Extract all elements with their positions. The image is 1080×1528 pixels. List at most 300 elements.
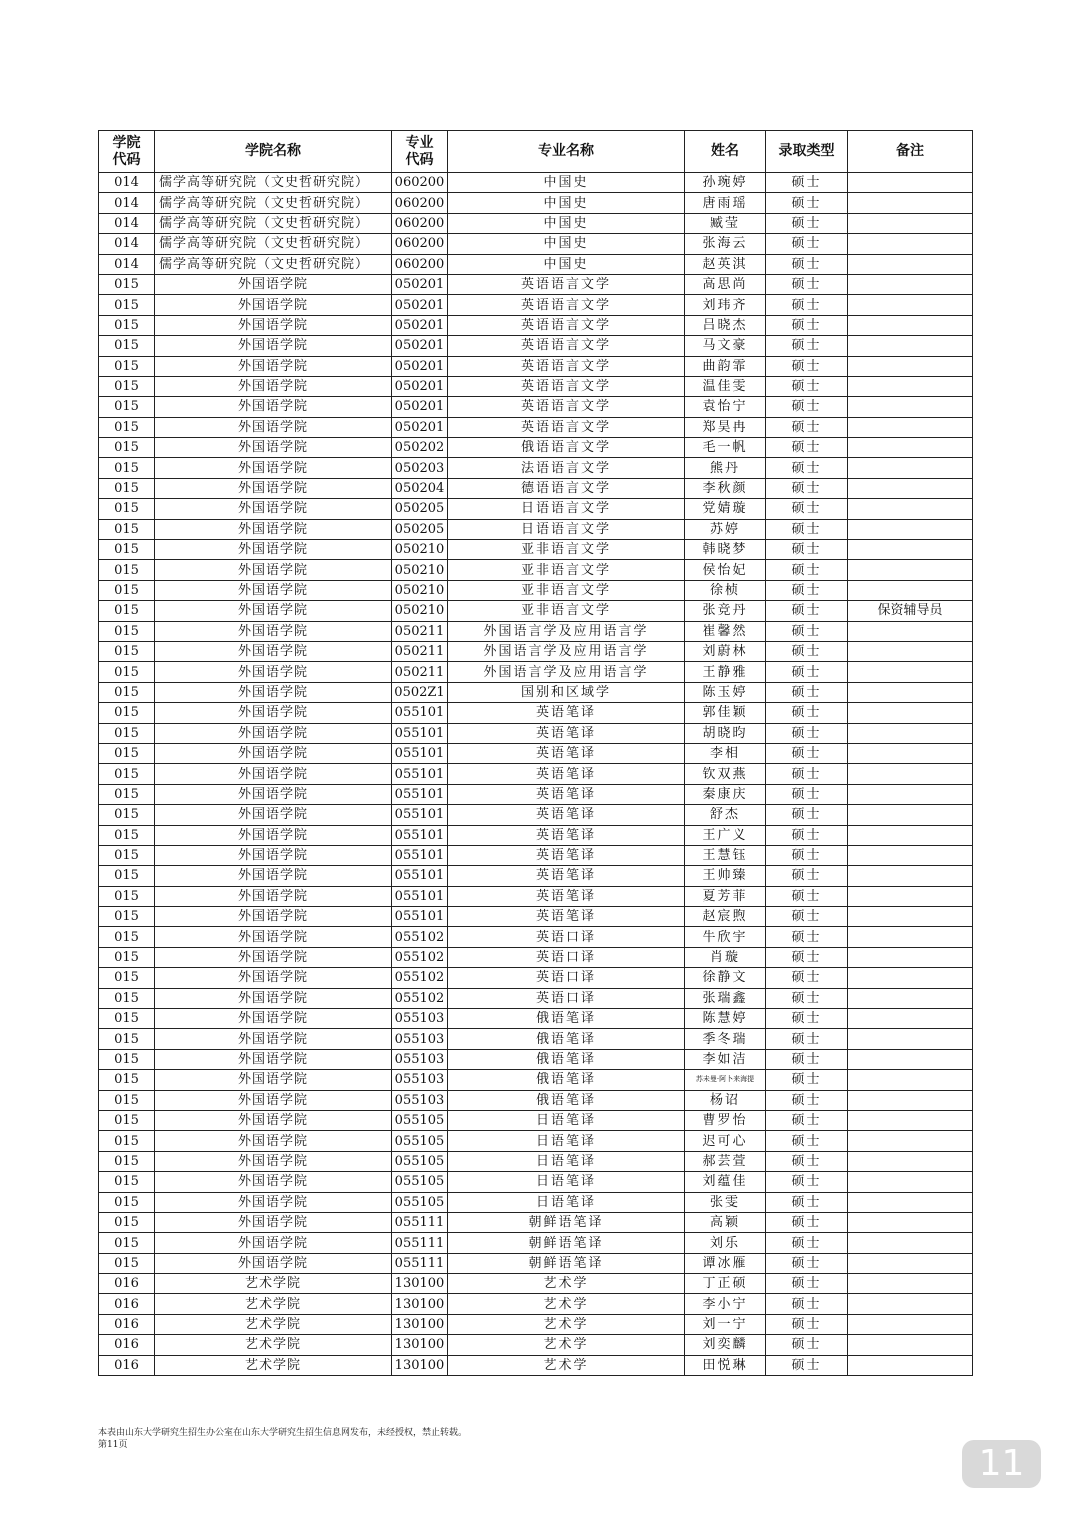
cell-major-code: 060200	[392, 193, 448, 213]
cell-note	[848, 764, 973, 784]
cell-note	[848, 1253, 973, 1273]
cell-student-name: 陈慧婷	[685, 1009, 766, 1029]
cell-major-name: 英语语言文学	[448, 417, 685, 437]
cell-school-code: 015	[99, 478, 155, 498]
table-row	[99, 478, 973, 498]
footer	[98, 1427, 467, 1451]
table-row	[99, 1029, 973, 1049]
cell-admission-type: 硕士	[766, 193, 848, 213]
cell-major-code: 055101	[392, 825, 448, 845]
cell-admission-type: 硕士	[766, 417, 848, 437]
cell-school-name: 外国语学院	[155, 662, 392, 682]
cell-major-name: 亚非语言文学	[448, 540, 685, 560]
cell-major-name: 艺术学	[448, 1314, 685, 1334]
cell-admission-type: 硕士	[766, 907, 848, 927]
cell-major-code: 0502Z1	[392, 682, 448, 702]
cell-major-name: 俄语笔译	[448, 1009, 685, 1029]
cell-school-name: 外国语学院	[155, 1049, 392, 1069]
cell-note	[848, 1274, 973, 1294]
cell-note	[848, 580, 973, 600]
cell-admission-type: 硕士	[766, 1110, 848, 1130]
cell-major-code: 050201	[392, 356, 448, 376]
cell-major-name: 俄语笔译	[448, 1049, 685, 1069]
cell-school-code: 014	[99, 193, 155, 213]
cell-school-code: 015	[99, 1070, 155, 1090]
cell-school-name: 外国语学院	[155, 1090, 392, 1110]
cell-major-code: 050201	[392, 376, 448, 396]
cell-school-code: 015	[99, 866, 155, 886]
cell-major-name: 俄语笔译	[448, 1090, 685, 1110]
cell-admission-type: 硕士	[766, 1314, 848, 1334]
cell-school-name: 艺术学院	[155, 1314, 392, 1334]
cell-major-code: 050205	[392, 499, 448, 519]
table-row	[99, 397, 973, 417]
cell-admission-type: 硕士	[766, 968, 848, 988]
cell-admission-type: 硕士	[766, 621, 848, 641]
cell-school-code: 014	[99, 173, 155, 193]
cell-note	[848, 1314, 973, 1334]
cell-major-code: 055102	[392, 968, 448, 988]
cell-major-code: 055103	[392, 1029, 448, 1049]
header-major-code-line1: 专业	[405, 134, 434, 151]
cell-school-code: 015	[99, 1233, 155, 1253]
cell-admission-type: 硕士	[766, 458, 848, 478]
cell-admission-type: 硕士	[766, 1090, 848, 1110]
cell-major-code: 060200	[392, 213, 448, 233]
cell-school-code: 015	[99, 540, 155, 560]
cell-school-name: 外国语学院	[155, 682, 392, 702]
cell-student-name: 高思尚	[685, 274, 766, 294]
cell-school-code: 015	[99, 1110, 155, 1130]
cell-note	[848, 438, 973, 458]
cell-school-code: 015	[99, 1131, 155, 1151]
cell-note	[848, 947, 973, 967]
table-row	[99, 1294, 973, 1314]
cell-school-name: 外国语学院	[155, 274, 392, 294]
cell-major-name: 中国史	[448, 254, 685, 274]
cell-major-code: 055101	[392, 703, 448, 723]
cell-school-code: 015	[99, 458, 155, 478]
cell-school-code: 015	[99, 682, 155, 702]
cell-note	[848, 295, 973, 315]
table-row	[99, 968, 973, 988]
cell-admission-type: 硕士	[766, 1029, 848, 1049]
cell-note	[848, 560, 973, 580]
cell-school-name: 外国语学院	[155, 907, 392, 927]
cell-school-name: 儒学高等研究院（文史哲研究院）	[155, 234, 392, 254]
cell-note	[848, 1212, 973, 1232]
cell-school-name: 外国语学院	[155, 376, 392, 396]
cell-note	[848, 1009, 973, 1029]
cell-admission-type: 硕士	[766, 845, 848, 865]
cell-major-code: 055105	[392, 1192, 448, 1212]
table-row	[99, 560, 973, 580]
table-row	[99, 458, 973, 478]
cell-student-name: 舒杰	[685, 805, 766, 825]
cell-note	[848, 886, 973, 906]
cell-admission-type: 硕士	[766, 1355, 848, 1375]
cell-school-code: 015	[99, 601, 155, 621]
cell-major-code: 130100	[392, 1355, 448, 1375]
cell-major-name: 亚非语言文学	[448, 601, 685, 621]
cell-major-code: 060200	[392, 234, 448, 254]
cell-school-name: 外国语学院	[155, 723, 392, 743]
cell-school-name: 外国语学院	[155, 458, 392, 478]
cell-school-code: 015	[99, 968, 155, 988]
table-row	[99, 1192, 973, 1212]
cell-major-name: 朝鲜语笔译	[448, 1233, 685, 1253]
cell-admission-type: 硕士	[766, 682, 848, 702]
cell-school-code: 015	[99, 397, 155, 417]
cell-school-name: 外国语学院	[155, 845, 392, 865]
header-name: 姓名	[685, 131, 766, 173]
header-major-code-line2: 代码	[405, 151, 434, 168]
admission-table	[98, 130, 973, 1376]
cell-school-code: 015	[99, 376, 155, 396]
cell-major-code: 050210	[392, 601, 448, 621]
cell-major-code: 055103	[392, 1049, 448, 1069]
cell-note	[848, 907, 973, 927]
cell-major-code: 055101	[392, 743, 448, 763]
cell-school-name: 外国语学院	[155, 295, 392, 315]
cell-student-name: 赵英淇	[685, 254, 766, 274]
cell-major-code: 055101	[392, 907, 448, 927]
cell-note	[848, 682, 973, 702]
cell-major-name: 日语语言文学	[448, 519, 685, 539]
cell-admission-type: 硕士	[766, 927, 848, 947]
cell-major-name: 英语笔译	[448, 886, 685, 906]
cell-school-code: 016	[99, 1355, 155, 1375]
cell-student-name: 郭佳颖	[685, 703, 766, 723]
cell-major-name: 德语语言文学	[448, 478, 685, 498]
cell-major-name: 日语笔译	[448, 1172, 685, 1192]
cell-major-name: 日语笔译	[448, 1110, 685, 1130]
cell-student-name: 李秋颜	[685, 478, 766, 498]
cell-school-name: 外国语学院	[155, 927, 392, 947]
cell-major-name: 英语笔译	[448, 845, 685, 865]
cell-admission-type: 硕士	[766, 743, 848, 763]
cell-school-name: 儒学高等研究院（文史哲研究院）	[155, 254, 392, 274]
cell-major-name: 中国史	[448, 173, 685, 193]
cell-note	[848, 315, 973, 335]
cell-school-name: 儒学高等研究院（文史哲研究院）	[155, 213, 392, 233]
cell-school-name: 外国语学院	[155, 621, 392, 641]
cell-note	[848, 458, 973, 478]
cell-school-name: 外国语学院	[155, 417, 392, 437]
table-row	[99, 438, 973, 458]
cell-major-code: 055103	[392, 1090, 448, 1110]
cell-school-name: 外国语学院	[155, 499, 392, 519]
table-row	[99, 886, 973, 906]
cell-major-name: 英语语言文学	[448, 315, 685, 335]
cell-admission-type: 硕士	[766, 560, 848, 580]
cell-major-name: 英语笔译	[448, 825, 685, 845]
cell-admission-type: 硕士	[766, 988, 848, 1008]
cell-admission-type: 硕士	[766, 1049, 848, 1069]
cell-student-name: 马文豪	[685, 336, 766, 356]
cell-major-name: 亚非语言文学	[448, 560, 685, 580]
cell-school-code: 015	[99, 1172, 155, 1192]
cell-note	[848, 499, 973, 519]
table-row	[99, 173, 973, 193]
cell-admission-type: 硕士	[766, 723, 848, 743]
cell-major-code: 050210	[392, 580, 448, 600]
cell-student-name: 陈玉婷	[685, 682, 766, 702]
cell-student-name: 郝芸萱	[685, 1151, 766, 1171]
cell-school-code: 016	[99, 1294, 155, 1314]
cell-school-name: 外国语学院	[155, 397, 392, 417]
cell-school-name: 外国语学院	[155, 1110, 392, 1130]
cell-major-code: 055101	[392, 723, 448, 743]
cell-student-name: 唐雨瑶	[685, 193, 766, 213]
cell-admission-type: 硕士	[766, 805, 848, 825]
table-row	[99, 234, 973, 254]
cell-major-name: 日语语言文学	[448, 499, 685, 519]
cell-student-name: 王帅臻	[685, 866, 766, 886]
table-row	[99, 295, 973, 315]
cell-student-name: 崔馨然	[685, 621, 766, 641]
cell-major-name: 外国语言学及应用语言学	[448, 641, 685, 661]
cell-major-code: 055103	[392, 1070, 448, 1090]
cell-note	[848, 1131, 973, 1151]
table-row	[99, 641, 973, 661]
table-row	[99, 988, 973, 1008]
table-row	[99, 193, 973, 213]
cell-major-code: 055101	[392, 866, 448, 886]
cell-admission-type: 硕士	[766, 499, 848, 519]
cell-student-name: 王慧钰	[685, 845, 766, 865]
cell-school-name: 外国语学院	[155, 805, 392, 825]
cell-admission-type: 硕士	[766, 397, 848, 417]
cell-school-code: 015	[99, 641, 155, 661]
cell-admission-type: 硕士	[766, 1131, 848, 1151]
cell-school-code: 015	[99, 499, 155, 519]
cell-school-code: 015	[99, 845, 155, 865]
cell-student-name: 高颖	[685, 1212, 766, 1232]
cell-note: 保资辅导员	[848, 601, 973, 621]
cell-student-name: 徐静文	[685, 968, 766, 988]
cell-admission-type: 硕士	[766, 519, 848, 539]
cell-student-name: 刘玮齐	[685, 295, 766, 315]
cell-major-name: 中国史	[448, 234, 685, 254]
cell-student-name: 丁正硕	[685, 1274, 766, 1294]
cell-major-code: 050211	[392, 641, 448, 661]
cell-school-name: 外国语学院	[155, 1009, 392, 1029]
cell-student-name: 张雯	[685, 1192, 766, 1212]
cell-school-code: 015	[99, 805, 155, 825]
table-row	[99, 845, 973, 865]
cell-note	[848, 743, 973, 763]
cell-admission-type: 硕士	[766, 764, 848, 784]
cell-note	[848, 356, 973, 376]
cell-major-name: 英语口译	[448, 927, 685, 947]
table-row	[99, 621, 973, 641]
table-row	[99, 580, 973, 600]
cell-school-code: 016	[99, 1314, 155, 1334]
table-row	[99, 723, 973, 743]
cell-major-code: 050201	[392, 336, 448, 356]
cell-admission-type: 硕士	[766, 295, 848, 315]
cell-note	[848, 968, 973, 988]
cell-note	[848, 417, 973, 437]
header-school-name: 学院名称	[155, 131, 392, 173]
cell-school-name: 外国语学院	[155, 703, 392, 723]
cell-school-name: 外国语学院	[155, 968, 392, 988]
cell-student-name: 杨诏	[685, 1090, 766, 1110]
cell-school-name: 外国语学院	[155, 438, 392, 458]
cell-school-code: 015	[99, 438, 155, 458]
cell-student-name: 赵宸煦	[685, 907, 766, 927]
cell-student-name: 刘奕麟	[685, 1335, 766, 1355]
table-row	[99, 1049, 973, 1069]
cell-major-name: 艺术学	[448, 1294, 685, 1314]
table-header-row	[99, 131, 973, 173]
cell-school-code: 014	[99, 254, 155, 274]
cell-note	[848, 1335, 973, 1355]
cell-major-code: 050205	[392, 519, 448, 539]
cell-major-name: 英语语言文学	[448, 376, 685, 396]
cell-school-code: 015	[99, 295, 155, 315]
cell-school-name: 外国语学院	[155, 947, 392, 967]
cell-student-name: 苏婷	[685, 519, 766, 539]
table-row	[99, 927, 973, 947]
cell-school-code: 015	[99, 621, 155, 641]
cell-note	[848, 1151, 973, 1171]
cell-note	[848, 1110, 973, 1130]
cell-school-code: 015	[99, 1151, 155, 1171]
cell-admission-type: 硕士	[766, 1335, 848, 1355]
cell-school-name: 外国语学院	[155, 560, 392, 580]
cell-school-name: 外国语学院	[155, 1131, 392, 1151]
table-row	[99, 805, 973, 825]
cell-major-name: 国别和区域学	[448, 682, 685, 702]
cell-major-name: 英语语言文学	[448, 356, 685, 376]
table-row	[99, 1274, 973, 1294]
cell-major-code: 055103	[392, 1009, 448, 1029]
cell-admission-type: 硕士	[766, 1009, 848, 1029]
cell-major-code: 055105	[392, 1172, 448, 1192]
cell-major-code: 050201	[392, 295, 448, 315]
cell-major-code: 130100	[392, 1294, 448, 1314]
table-row	[99, 315, 973, 335]
cell-admission-type: 硕士	[766, 438, 848, 458]
cell-major-name: 俄语语言文学	[448, 438, 685, 458]
table-row	[99, 682, 973, 702]
cell-student-name: 王静雅	[685, 662, 766, 682]
table-row	[99, 662, 973, 682]
cell-note	[848, 866, 973, 886]
cell-school-name: 外国语学院	[155, 1192, 392, 1212]
cell-school-name: 外国语学院	[155, 886, 392, 906]
table-row	[99, 1090, 973, 1110]
cell-note	[848, 784, 973, 804]
cell-student-name: 毛一帆	[685, 438, 766, 458]
table-body	[99, 173, 973, 1376]
table-row	[99, 743, 973, 763]
cell-school-code: 015	[99, 356, 155, 376]
cell-admission-type: 硕士	[766, 1151, 848, 1171]
cell-note	[848, 540, 973, 560]
cell-school-code: 015	[99, 274, 155, 294]
table-row	[99, 907, 973, 927]
cell-note	[848, 1294, 973, 1314]
cell-major-name: 英语语言文学	[448, 397, 685, 417]
cell-major-name: 英语笔译	[448, 764, 685, 784]
cell-major-name: 英语口译	[448, 968, 685, 988]
cell-major-code: 130100	[392, 1274, 448, 1294]
cell-school-code: 015	[99, 723, 155, 743]
cell-student-name: 刘一宁	[685, 1314, 766, 1334]
cell-admission-type: 硕士	[766, 213, 848, 233]
cell-note	[848, 1192, 973, 1212]
cell-major-code: 055101	[392, 784, 448, 804]
cell-admission-type: 硕士	[766, 784, 848, 804]
cell-school-name: 外国语学院	[155, 1253, 392, 1273]
cell-major-code: 055105	[392, 1131, 448, 1151]
cell-school-name: 外国语学院	[155, 1233, 392, 1253]
cell-admission-type: 硕士	[766, 376, 848, 396]
cell-note	[848, 376, 973, 396]
cell-admission-type: 硕士	[766, 356, 848, 376]
cell-student-name: 孙琬婷	[685, 173, 766, 193]
table-row	[99, 866, 973, 886]
header-major-name: 专业名称	[448, 131, 685, 173]
cell-major-code: 050210	[392, 560, 448, 580]
table-row	[99, 356, 973, 376]
cell-school-name: 外国语学院	[155, 336, 392, 356]
cell-school-name: 外国语学院	[155, 825, 392, 845]
cell-school-code: 015	[99, 907, 155, 927]
cell-admission-type: 硕士	[766, 1233, 848, 1253]
cell-school-name: 外国语学院	[155, 1212, 392, 1232]
header-school-code	[99, 131, 155, 173]
cell-admission-type: 硕士	[766, 540, 848, 560]
cell-school-name: 外国语学院	[155, 764, 392, 784]
cell-school-code: 015	[99, 336, 155, 356]
table-row	[99, 499, 973, 519]
cell-school-code: 015	[99, 784, 155, 804]
cell-school-code: 015	[99, 1009, 155, 1029]
cell-student-name: 谭冰雁	[685, 1253, 766, 1273]
cell-note	[848, 397, 973, 417]
cell-school-name: 外国语学院	[155, 988, 392, 1008]
cell-school-code: 015	[99, 947, 155, 967]
table-row	[99, 947, 973, 967]
table-row	[99, 764, 973, 784]
cell-student-name: 苏未曼·阿卜来海提	[685, 1070, 766, 1090]
cell-student-name: 李如洁	[685, 1049, 766, 1069]
cell-student-name: 刘蕴佳	[685, 1172, 766, 1192]
cell-school-name: 外国语学院	[155, 356, 392, 376]
cell-school-name: 外国语学院	[155, 1029, 392, 1049]
cell-major-code: 055111	[392, 1233, 448, 1253]
table-row	[99, 784, 973, 804]
cell-student-name: 秦康庆	[685, 784, 766, 804]
cell-school-code: 015	[99, 703, 155, 723]
cell-note	[848, 519, 973, 539]
table-row	[99, 1233, 973, 1253]
cell-admission-type: 硕士	[766, 173, 848, 193]
table-row	[99, 1212, 973, 1232]
cell-school-code: 015	[99, 560, 155, 580]
cell-school-name: 外国语学院	[155, 601, 392, 621]
header-admission-type: 录取类型	[766, 131, 848, 173]
cell-note	[848, 723, 973, 743]
cell-school-code: 015	[99, 519, 155, 539]
cell-major-code: 050210	[392, 540, 448, 560]
cell-major-name: 英语语言文学	[448, 295, 685, 315]
cell-school-code: 015	[99, 1029, 155, 1049]
